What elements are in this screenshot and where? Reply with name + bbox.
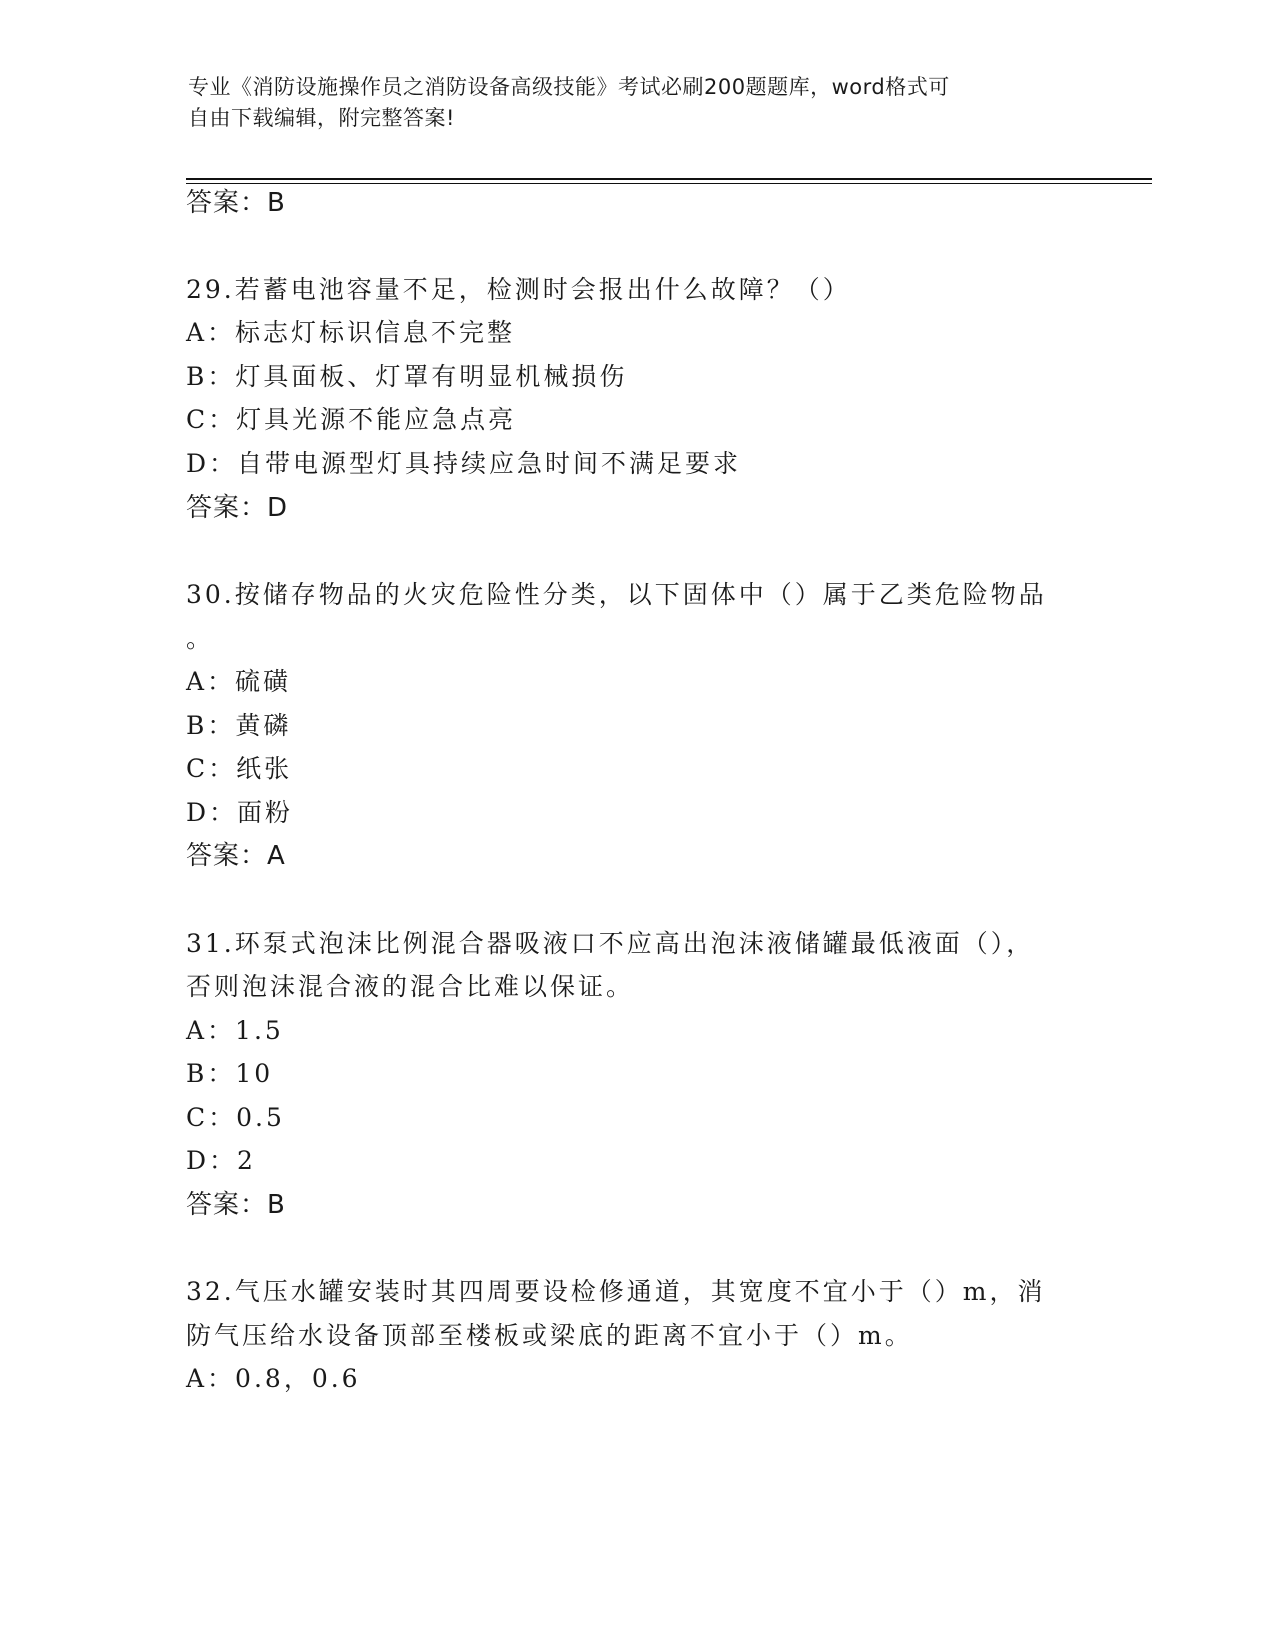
header-line-2: 自由下载编辑，附完整答案! (188, 106, 455, 130)
question-29-stem: 29.若蓄电池容量不足，检测时会报出什么故障？（） (186, 275, 851, 304)
question-31-stem-cont: 否则泡沫混合液的混合比难以保证。 (186, 972, 635, 1001)
answer-prev: 答案：B (186, 188, 286, 218)
header-divider-thin (186, 183, 1152, 184)
question-30-option-d: D：面粉 (186, 798, 294, 827)
document-header (188, 72, 1068, 134)
question-29-option-b: B：灯具面板、灯罩有明显机械损伤 (186, 362, 628, 391)
question-30-option-a: A：硫磺 (186, 667, 292, 696)
header-line-1: 专业《消防设施操作员之消防设备高级技能》考试必刷200题题库，word格式可 (188, 75, 950, 99)
question-29-option-a: A：标志灯标识信息不完整 (186, 318, 516, 347)
question-31-stem: 31.环泵式泡沫比例混合器吸液口不应高出泡沫液储罐最低液面（）， (186, 929, 1035, 958)
question-30-option-c: C：纸张 (186, 754, 293, 783)
question-31-option-b: B：10 (186, 1059, 274, 1088)
question-30-option-b: B：黄磷 (186, 711, 292, 740)
question-32-stem: 32.气压水罐安装时其四周要设检修通道，其宽度不宜小于（）m，消 (186, 1277, 1046, 1306)
question-29-option-d: D：自带电源型灯具持续应急时间不满足要求 (186, 449, 742, 478)
question-31-option-c: C：0.5 (186, 1103, 285, 1132)
question-29-answer: 答案：D (186, 493, 289, 523)
question-31-option-d: D：2 (186, 1146, 256, 1175)
question-30-stem-cont: 。 (186, 624, 215, 653)
question-31-option-a: A：1.5 (186, 1016, 284, 1045)
question-32-stem-cont: 防气压给水设备顶部至楼板或梁底的距离不宜小于（）m。 (186, 1321, 913, 1350)
question-30-stem: 30.按储存物品的火灾危险性分类，以下固体中（）属于乙类危险物品 (186, 580, 1047, 609)
question-32-option-a: A：0.8，0.6 (186, 1364, 361, 1393)
question-31-answer: 答案：B (186, 1190, 286, 1220)
question-29-option-c: C：灯具光源不能应急点亮 (186, 405, 517, 434)
question-30-answer: 答案：A (186, 841, 286, 871)
header-divider-thick (186, 178, 1152, 180)
